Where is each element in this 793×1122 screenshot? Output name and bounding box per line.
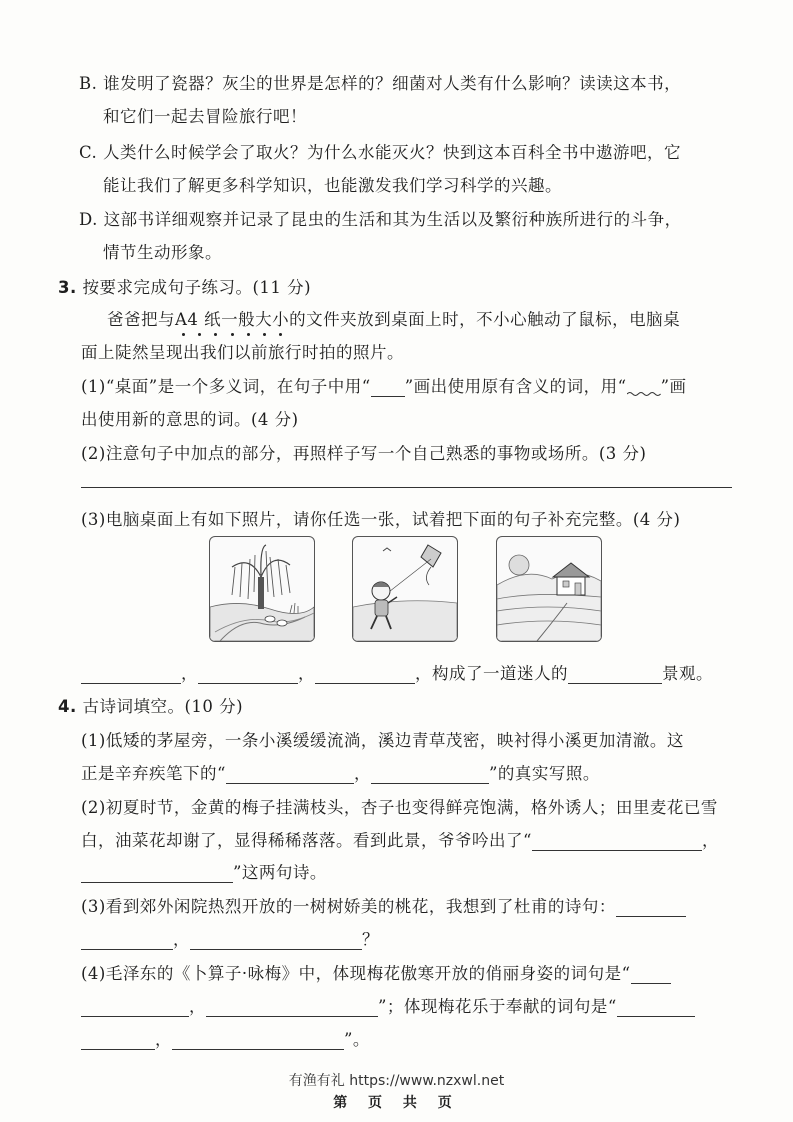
q4-s2-blank-1[interactable] [532,832,702,851]
q3-sub1-line2: 出使用新的意思的词。(4 分) [81,410,299,429]
q3-sub3-blank-4[interactable] [568,665,662,684]
q3-sub3: (3)电脑桌面上有如下照片，请你任选一张，试着把下面的句子补充完整。(4 分) [81,510,681,529]
q4-heading [58,693,243,717]
comma: ， [173,930,190,949]
q3-sub3-sentence [81,660,713,684]
option-b-line2: 和它们一起去冒险旅行吧！ [103,107,307,126]
q4-s4-line1 [81,960,671,984]
q3-sub1-c: ”画 [660,377,687,396]
photo-willow-stream [209,536,315,642]
q3-sentence-end: 景观。 [662,664,713,683]
q3-dotted-text: A4 纸一般大小 [175,310,290,329]
comma: ， [155,1030,172,1049]
q4-s4-blank-3[interactable] [206,998,378,1017]
q3-sub2: (2)注意句子中加点的部分，再照样子写一个自己熟悉的事物或场所。(3 分) [81,444,647,463]
q3-sub2-answer-line[interactable] [81,487,732,488]
comma: ， [298,664,315,683]
photo-house-fields [496,536,602,642]
q4-s4-blank-6[interactable] [172,1031,344,1050]
q4-s2-line2 [81,827,719,851]
q4-s3-blank-3[interactable] [190,931,362,950]
q3-sub3-blank-1[interactable] [81,665,181,684]
straight-underline-sample [371,378,405,397]
comma: ， [181,664,198,683]
q3-sentence-mid: ，构成了一道迷人的 [415,664,568,683]
q3-number: 3. [58,278,77,297]
q3-sub3-blank-3[interactable] [315,665,415,684]
q3-sub1-a: (1)“桌面”是一个多义词，在句子中用“ [81,377,371,396]
q3-sub1-line1 [81,373,687,397]
q3-passage-post: 的文件夹放到桌面上时，不小心触动了鼠标，电脑桌 [289,310,681,329]
q4-s3-text: (3)看到郊外闲院热烈开放的一树树娇美的桃花，我想到了杜甫的诗句： [81,897,616,916]
q4-s1-line1: (1)低矮的茅屋旁，一条小溪缓缓流淌，溪边青草茂密，映衬得小溪更加清澈。这 [81,731,684,750]
q4-s1-line2 [81,760,600,784]
q4-s3-blank-2[interactable] [81,931,173,950]
q4-title: 古诗词填空。(10 分) [82,697,244,716]
q3-passage-line1 [107,306,680,330]
option-d-line2: 情节生动形象。 [103,243,222,262]
q3-title: 按要求完成句子练习。(11 分) [82,278,312,297]
q3-passage-pre: 爸爸把与 [107,310,175,329]
option-d-line1: D. 这部书详细观察并记录了昆虫的生活和其为生活以及繁衍种族所进行的斗争， [79,210,682,229]
footer-page-number: 第 页 共 页 [333,1095,460,1111]
q3-sub1-b: ”画出使用原有含义的词，用“ [404,377,627,396]
q4-s1-blank-2[interactable] [371,765,489,784]
q3-heading [58,274,311,298]
q4-number: 4. [58,697,77,716]
emphasis-dots [175,333,289,337]
q4-s1-pre: 正是辛弃疾笔下的“ [81,764,226,783]
q4-s4-line3 [81,1026,370,1050]
option-c-line2: 能让我们了解更多科学知识，也能激发我们学习科学的兴趣。 [103,176,562,195]
q4-s4-blank-5[interactable] [81,1031,155,1050]
q4-s2-line1: (2)初夏时节，金黄的梅子挂满枝头，杏子也变得鲜亮饱满，格外诱人；田里麦花已雪 [81,798,718,817]
q4-s4-text: (4)毛泽东的《卜算子·咏梅》中，体现梅花傲寒开放的俏丽身姿的词句是“ [81,964,631,983]
photo-child-kite [352,536,458,642]
q4-s1-blank-1[interactable] [226,765,354,784]
q4-s4-blank-2[interactable] [81,998,189,1017]
q4-s4-mid: ”；体现梅花乐于奉献的词句是“ [378,997,617,1016]
wavy-underline-sample [627,379,661,397]
q4-s2-post: ”这两句诗。 [233,863,327,882]
comma: ， [701,831,719,850]
comma: ， [353,764,371,783]
comma: ， [189,997,206,1016]
q3-passage-line2: 面上陡然呈现出我们以前旅行时拍的照片。 [81,343,404,362]
q4-s4-blank-4[interactable] [617,998,695,1017]
q4-s2-line3 [81,859,327,883]
option-c-line1: C. 人类什么时候学会了取火？为什么水能灭火？快到这本百科全书中遨游吧，它 [79,143,682,162]
q4-s3-line1 [81,893,686,917]
footer-source: 有渔有礼 https://www.nzxwl.net [288,1073,505,1089]
q4-s3-blank-1[interactable] [616,898,686,917]
q4-s4-blank-1[interactable] [631,965,671,984]
q4-s4-end: ”。 [344,1030,370,1049]
q4-s3-line2 [81,926,379,950]
option-b-line1: B. 谁发明了瓷器？灰尘的世界是怎样的？细菌对人类有什么影响？读读这本书， [79,74,682,93]
q3-sub3-blank-2[interactable] [198,665,298,684]
q4-s1-post: ”的真实写照。 [488,764,600,783]
question-mark: ？ [362,930,379,949]
q4-s4-line2 [81,993,695,1017]
q4-s2-blank-2[interactable] [81,864,233,883]
q4-s2-line2-text: 白，油菜花却谢了，显得稀稀落落。看到此景，爷爷吟出了“ [81,831,532,850]
q3-passage-dotted [175,310,289,329]
